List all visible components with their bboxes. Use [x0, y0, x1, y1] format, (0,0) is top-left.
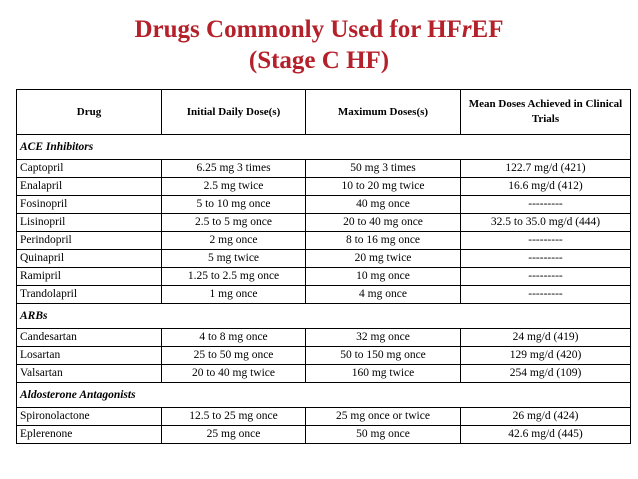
- column-header-initial-dose: Initial Daily Dose(s): [162, 90, 306, 135]
- maximum-dose-cell: 10 to 20 mg twice: [306, 178, 461, 196]
- table-row: [17, 365, 631, 383]
- category-row: [17, 304, 631, 329]
- table-row: [17, 196, 631, 214]
- drug-name-cell: Losartan: [17, 347, 162, 365]
- mean-dose-cell: ---------: [461, 268, 631, 286]
- maximum-dose-cell: 20 mg twice: [306, 250, 461, 268]
- initial-dose-cell: 20 to 40 mg twice: [162, 365, 306, 383]
- maximum-dose-cell: 50 mg 3 times: [306, 160, 461, 178]
- drug-name-cell: Ramipril: [17, 268, 162, 286]
- table-row: [17, 214, 631, 232]
- drug-name-cell: Quinapril: [17, 250, 162, 268]
- maximum-dose-cell: 50 mg once: [306, 426, 461, 444]
- initial-dose-cell: 12.5 to 25 mg once: [162, 408, 306, 426]
- mean-dose-cell: 129 mg/d (420): [461, 347, 631, 365]
- maximum-dose-cell: 10 mg once: [306, 268, 461, 286]
- table-row: [17, 250, 631, 268]
- table-row: [17, 160, 631, 178]
- category-label: ARBs: [17, 304, 631, 329]
- mean-dose-cell: 42.6 mg/d (445): [461, 426, 631, 444]
- category-label: Aldosterone Antagonists: [17, 383, 631, 408]
- drug-name-cell: Fosinopril: [17, 196, 162, 214]
- initial-dose-cell: 5 mg twice: [162, 250, 306, 268]
- table-row: [17, 178, 631, 196]
- initial-dose-cell: 2.5 to 5 mg once: [162, 214, 306, 232]
- category-label: ACE Inhibitors: [17, 135, 631, 160]
- initial-dose-cell: 5 to 10 mg once: [162, 196, 306, 214]
- mean-dose-cell: ---------: [461, 196, 631, 214]
- mean-dose-cell: 16.6 mg/d (412): [461, 178, 631, 196]
- column-header-drug: Drug: [17, 90, 162, 135]
- mean-dose-cell: 26 mg/d (424): [461, 408, 631, 426]
- maximum-dose-cell: 32 mg once: [306, 329, 461, 347]
- initial-dose-cell: 6.25 mg 3 times: [162, 160, 306, 178]
- drug-name-cell: Lisinopril: [17, 214, 162, 232]
- title-text-post: EF: [471, 16, 504, 43]
- maximum-dose-cell: 20 to 40 mg once: [306, 214, 461, 232]
- table-row: [17, 329, 631, 347]
- maximum-dose-cell: 8 to 16 mg once: [306, 232, 461, 250]
- mean-dose-cell: ---------: [461, 286, 631, 304]
- drug-dosing-table: [16, 89, 631, 444]
- slide-title: [0, 14, 638, 76]
- title-line-2: (Stage C HF): [248, 47, 390, 74]
- maximum-dose-cell: 40 mg once: [306, 196, 461, 214]
- initial-dose-cell: 25 to 50 mg once: [162, 347, 306, 365]
- mean-dose-cell: 24 mg/d (419): [461, 329, 631, 347]
- title-line-1: [0, 14, 638, 45]
- maximum-dose-cell: 50 to 150 mg once: [306, 347, 461, 365]
- drug-name-cell: Trandolapril: [17, 286, 162, 304]
- mean-dose-cell: 254 mg/d (109): [461, 365, 631, 383]
- title-text-r: r: [461, 16, 472, 43]
- mean-dose-cell: ---------: [461, 232, 631, 250]
- maximum-dose-cell: 25 mg once or twice: [306, 408, 461, 426]
- mean-dose-cell: 32.5 to 35.0 mg/d (444): [461, 214, 631, 232]
- column-header-mean-dose: Mean Doses Achieved in Clinical Trials: [461, 90, 631, 135]
- drug-name-cell: Valsartan: [17, 365, 162, 383]
- maximum-dose-cell: 160 mg twice: [306, 365, 461, 383]
- initial-dose-cell: 2.5 mg twice: [162, 178, 306, 196]
- table-row: [17, 286, 631, 304]
- drug-name-cell: Candesartan: [17, 329, 162, 347]
- initial-dose-cell: 1.25 to 2.5 mg once: [162, 268, 306, 286]
- initial-dose-cell: 25 mg once: [162, 426, 306, 444]
- initial-dose-cell: 2 mg once: [162, 232, 306, 250]
- column-header-maximum-dose: Maximum Doses(s): [306, 90, 461, 135]
- mean-dose-cell: ---------: [461, 250, 631, 268]
- drug-name-cell: Captopril: [17, 160, 162, 178]
- drug-name-cell: Perindopril: [17, 232, 162, 250]
- title-text-pre: Drugs Commonly Used for HF: [134, 16, 462, 43]
- initial-dose-cell: 4 to 8 mg once: [162, 329, 306, 347]
- table-row: [17, 408, 631, 426]
- mean-dose-cell: 122.7 mg/d (421): [461, 160, 631, 178]
- category-row: [17, 383, 631, 408]
- initial-dose-cell: 1 mg once: [162, 286, 306, 304]
- drug-name-cell: Spironolactone: [17, 408, 162, 426]
- drug-name-cell: Enalapril: [17, 178, 162, 196]
- header-row: [17, 90, 631, 135]
- table-row: [17, 347, 631, 365]
- table-row: [17, 426, 631, 444]
- table-body: [17, 135, 631, 444]
- drug-name-cell: Eplerenone: [17, 426, 162, 444]
- category-row: [17, 135, 631, 160]
- table-row: [17, 232, 631, 250]
- maximum-dose-cell: 4 mg once: [306, 286, 461, 304]
- table-row: [17, 268, 631, 286]
